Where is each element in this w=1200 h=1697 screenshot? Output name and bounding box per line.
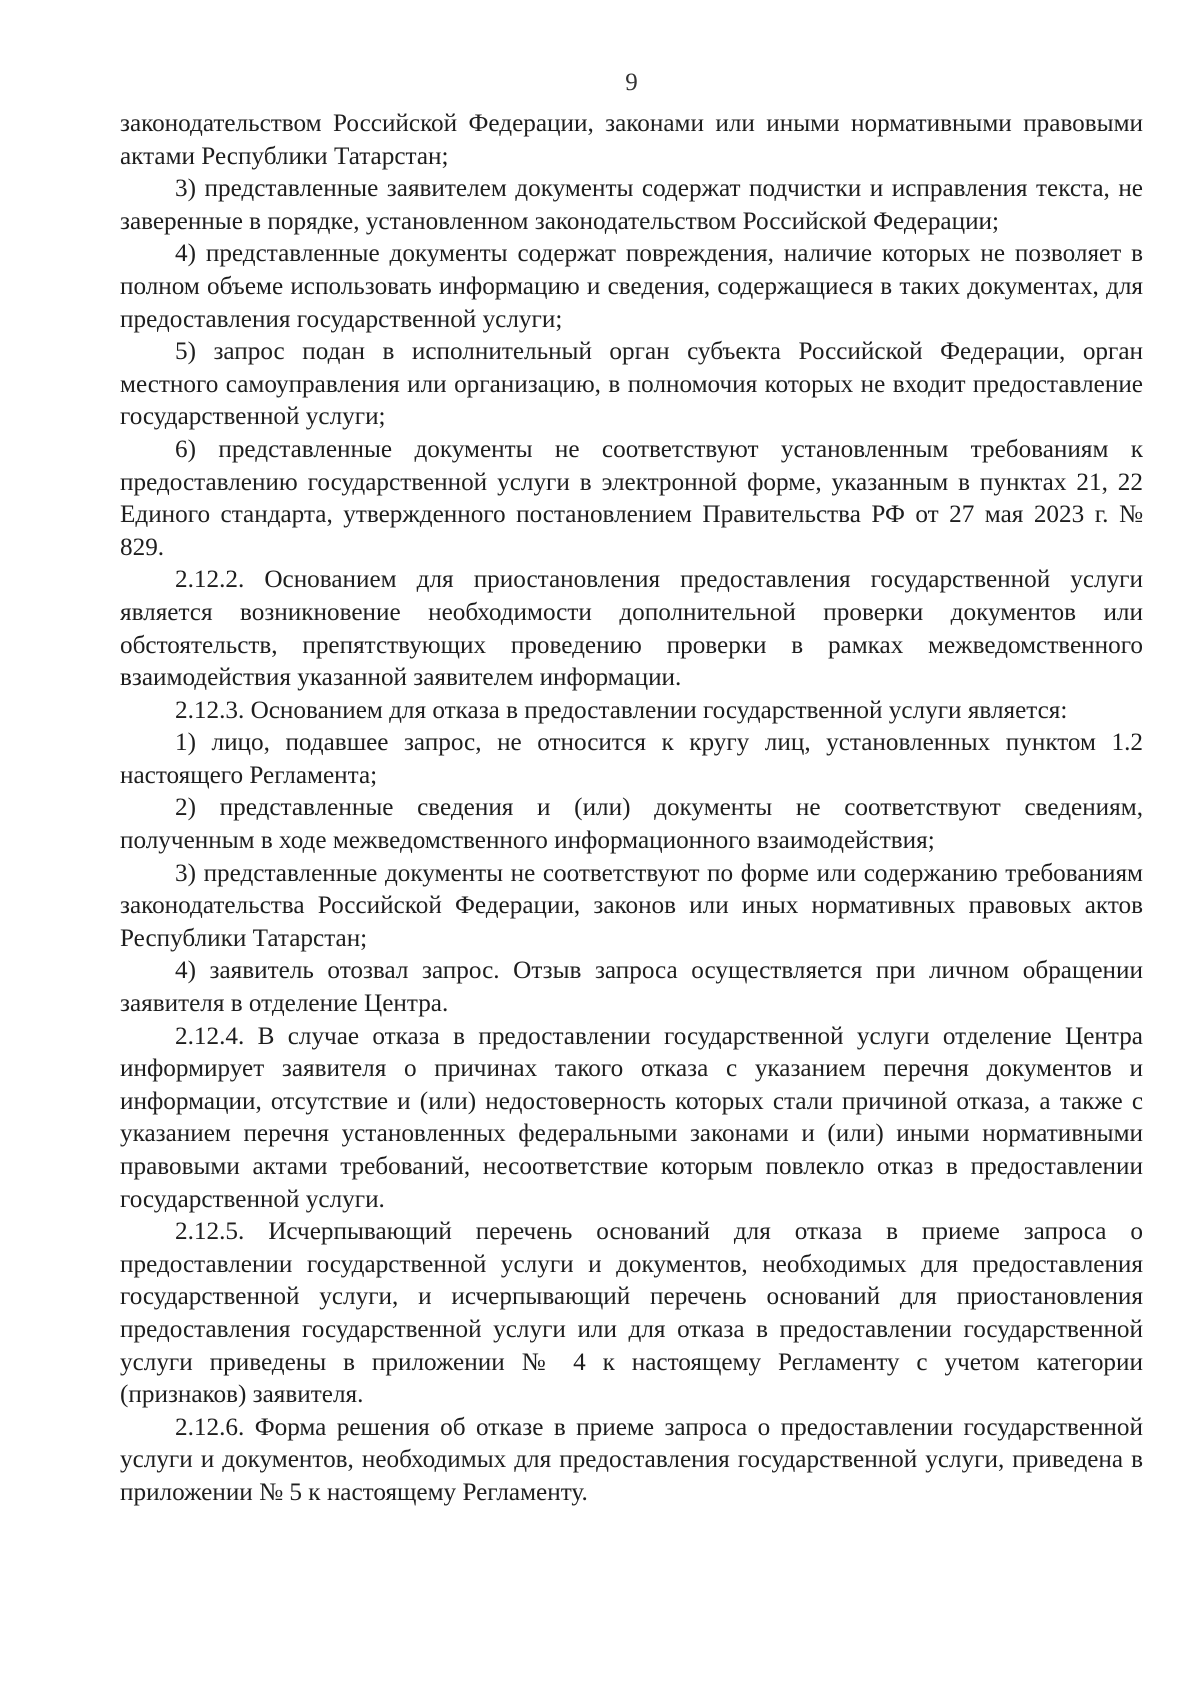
document-body: [120, 108, 1143, 1510]
paragraph-item-3: 3) представленные заявителем документы содержат подчистки и исправления текста, не заверенные в порядке, установленном законодательством Российской Федерации;: [120, 175, 1143, 235]
paragraph-refusal-item-3: 3) представленные документы не соответствуют по форме или содержанию требованиям законодательства Российской Федерации, законов или иных нормативных правовых актов Республики Татарстан;: [120, 859, 1143, 952]
paragraph-2-12-4: 2.12.4. В случае отказа в предоставлении государственной услуги отделение Центра информирует заявителя о причинах такого отказа с указанием перечня документов и информации, отсутствие и (или) недостоверность которых стали причиной отказа, а также с указанием перечня установленных федеральными законами и (или) иными нормативными правовыми актами требований, несоответствие которым повлекло отказ в предоставлении государственной услуги.: [120, 1022, 1143, 1213]
paragraph-2-12-2: 2.12.2. Основанием для приостановления предоставления государственной услуги является возникновение необходимости дополнительной проверки документов или обстоятельств, препятствующих проведению проверки в рамках межведомственного взаимодействия указанной заявителем информации.: [120, 566, 1143, 692]
paragraph-item-4: 4) представленные документы содержат повреждения, наличие которых не позволяет в полном объеме использовать информацию и сведения, содержащиеся в таких документах, для предоставления государственной услуги;: [120, 240, 1143, 333]
page-number: 9: [625, 69, 638, 96]
paragraph-item-6: 6) представленные документы не соответствуют установленным требованиям к предоставлению государственной услуги в электронной форме, указанным в пунктах 21, 22 Единого стандарта, утвержденного постановлением Правительства РФ от 27 мая 2023 г. № 829.: [120, 435, 1143, 561]
paragraph-refusal-item-1: 1) лицо, подавшее запрос, не относится к кругу лиц, установленных пунктом 1.2 настоящего Регламента;: [120, 729, 1143, 789]
paragraph-2-12-3: 2.12.3. Основанием для отказа в предоставлении государственной услуги является:: [175, 696, 1068, 724]
paragraph-continuation: законодательством Российской Федерации, законами или иными нормативными правовыми актами Республики Татарстан;: [120, 110, 1143, 170]
paragraph-item-5: 5) запрос подан в исполнительный орган субъекта Российской Федерации, орган местного самоуправления или организацию, в полномочия которых не входит предоставление государственной услуги;: [120, 338, 1143, 431]
paragraph-2-12-5: 2.12.5. Исчерпывающий перечень оснований для отказа в приеме запроса о предоставлении государственной услуги и документов, необходимых для предоставления государственной услуги, и исчерпывающий перечень оснований для приостановления предоставления государственной услуги или для отказа в предоставлении государственной услуги приведены в приложении № 4 к настоящему Регламенту с учетом категории (признаков) заявителя.: [120, 1218, 1143, 1409]
paragraph-refusal-item-2: 2) представленные сведения и (или) документы не соответствуют сведениям, полученным в ходе межведомственного информационного взаимодействия;: [120, 794, 1143, 855]
paragraph-2-12-6: 2.12.6. Форма решения об отказе в приеме запроса о предоставлении государственной услуги и документов, необходимых для предоставления государственной услуги, приведена в приложении № 5 к настоящему Регламенту.: [120, 1413, 1143, 1506]
paragraph-refusal-item-4: 4) заявитель отозвал запрос. Отзыв запроса осуществляется при личном обращении заявителя в отделение Центра.: [120, 957, 1143, 1018]
